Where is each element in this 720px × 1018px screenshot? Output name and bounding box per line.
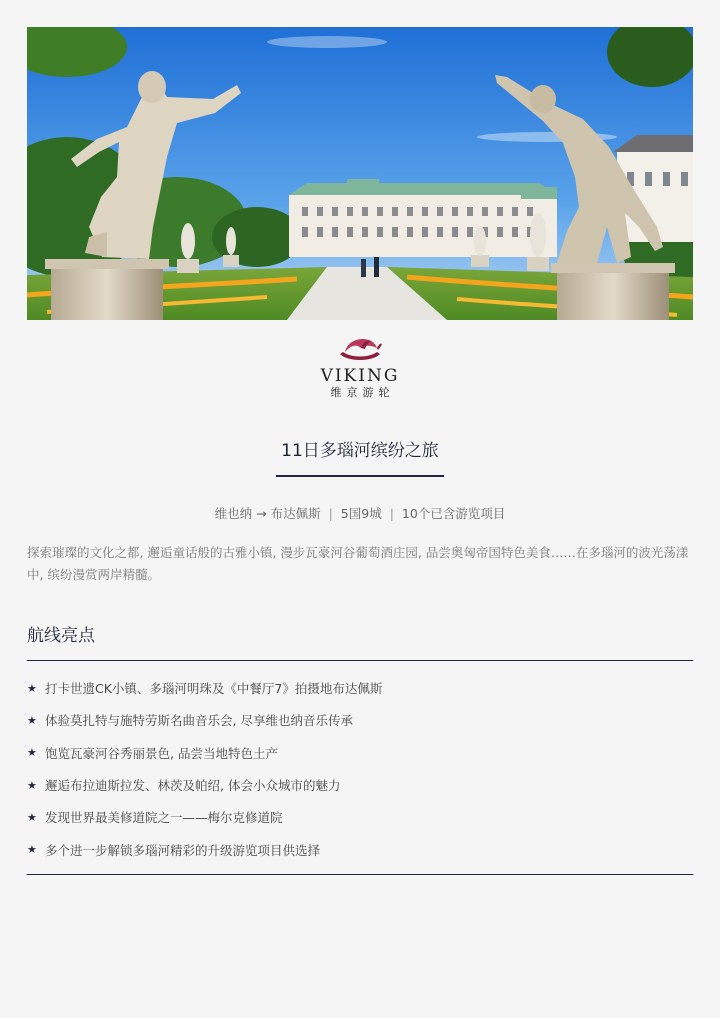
star-icon: ★ xyxy=(27,778,37,792)
list-item xyxy=(27,769,693,801)
viking-ship-icon xyxy=(337,336,383,364)
separator: | xyxy=(389,506,394,521)
hero-image xyxy=(27,27,693,320)
star-icon: ★ xyxy=(27,810,37,824)
highlights-divider-bottom xyxy=(27,874,693,875)
highlight-text: 多个进一步解锁多瑙河精彩的升级游览项目供选择 xyxy=(45,842,321,858)
star-icon: ★ xyxy=(27,713,37,727)
included-tours: 10个已含游览项目 xyxy=(401,506,506,521)
star-icon: ★ xyxy=(27,681,37,695)
palace-garden-photo xyxy=(27,27,693,320)
brand-name: VIKING xyxy=(320,366,400,386)
list-item xyxy=(27,801,693,833)
brand-name-cn: 维京游轮 xyxy=(330,386,395,399)
trip-summary xyxy=(0,505,720,523)
highlight-text: 打卡世遗CK小镇、多瑙河明珠及《中餐厅7》拍摄地布达佩斯 xyxy=(45,681,383,697)
list-item xyxy=(27,833,693,865)
star-icon: ★ xyxy=(27,843,37,857)
trip-description: 探索璀璨的文化之都, 邂逅童话般的古雅小镇, 漫步瓦豪河谷葡萄酒庄园, 品尝奥匈帝国特色美食……在多瑙河的波光荡漾中, 缤纷漫赏两岸精髓。 xyxy=(27,545,689,582)
highlights-title: 航线亮点 xyxy=(27,626,95,646)
star-icon: ★ xyxy=(27,746,37,760)
highlight-text: 体验莫扎特与施特劳斯名曲音乐会, 尽享维也纳音乐传承 xyxy=(45,713,353,729)
highlight-text: 发现世界最美修道院之一——梅尔克修道院 xyxy=(45,810,283,826)
highlight-text: 饱览瓦豪河谷秀丽景色, 品尝当地特色土产 xyxy=(45,745,278,761)
trip-title: 11日多瑙河缤纷之旅 xyxy=(281,441,439,461)
viking-logo xyxy=(0,336,720,400)
list-item xyxy=(27,704,693,736)
title-divider xyxy=(276,475,444,477)
countries-cities: 5国9城 xyxy=(340,506,382,521)
highlights-list xyxy=(27,672,693,866)
list-item xyxy=(27,737,693,769)
trip-route: 维也纳 → 布达佩斯 xyxy=(214,506,321,521)
highlight-text: 邂逅布拉迪斯拉发、林茨及帕绍, 体会小众城市的魅力 xyxy=(45,778,341,794)
separator: | xyxy=(328,506,333,521)
highlights-divider-top xyxy=(27,660,693,661)
list-item xyxy=(27,672,693,704)
